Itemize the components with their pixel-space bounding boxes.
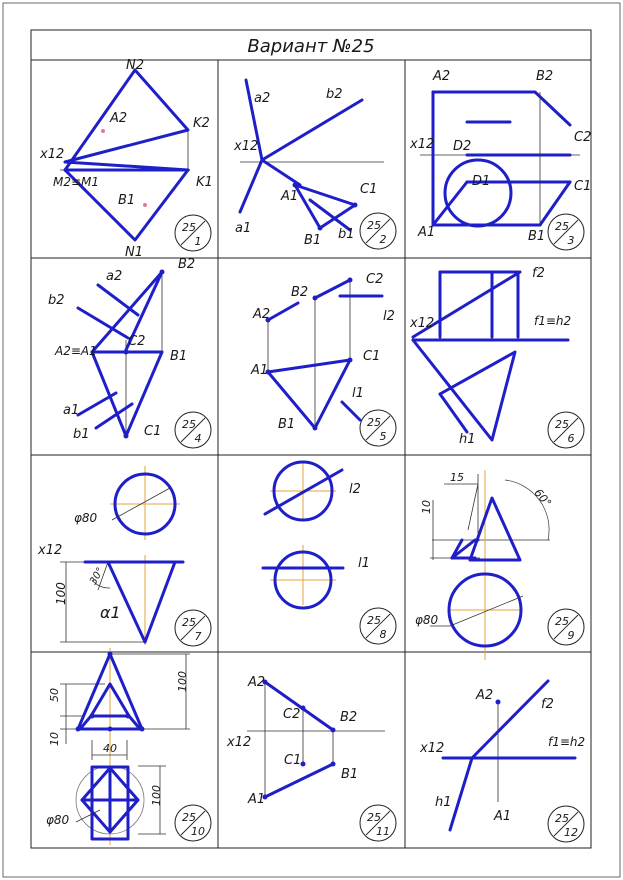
svg-text:C2: C2 <box>366 272 384 287</box>
svg-text:B1: B1 <box>118 193 136 208</box>
badge-number: 12 <box>564 826 578 839</box>
svg-text:B2: B2 <box>536 69 554 84</box>
svg-text:B1: B1 <box>304 233 322 248</box>
svg-text:φ80: φ80 <box>415 613 439 627</box>
cell-8 <box>263 462 370 608</box>
svg-text:l1: l1 <box>358 556 370 571</box>
badge-number: 4 <box>194 432 202 445</box>
badge-8 <box>360 608 396 644</box>
svg-text:D1: D1 <box>472 174 491 189</box>
svg-text:α1: α1 <box>100 603 121 622</box>
svg-text:A1: A1 <box>251 363 269 378</box>
svg-text:K2: K2 <box>193 116 210 131</box>
svg-text:D2: D2 <box>453 139 472 154</box>
svg-text:l2: l2 <box>383 309 395 324</box>
badge-variant: 25 <box>367 614 381 627</box>
cell-7 <box>37 466 183 645</box>
svg-text:B1: B1 <box>528 229 546 244</box>
svg-text:A2: A2 <box>433 69 451 84</box>
svg-text:C2: C2 <box>574 130 592 145</box>
svg-text:B2: B2 <box>340 710 358 725</box>
cell-2 <box>233 80 384 248</box>
svg-text:b2: b2 <box>326 87 343 102</box>
badge-number: 8 <box>379 628 387 641</box>
svg-text:C1: C1 <box>144 424 162 439</box>
svg-text:A2≡A1: A2≡A1 <box>55 344 97 358</box>
svg-text:B2: B2 <box>291 285 309 300</box>
svg-text:A2: A2 <box>110 111 128 126</box>
svg-text:C1: C1 <box>284 753 302 768</box>
svg-text:C2: C2 <box>128 334 146 349</box>
svg-text:b2: b2 <box>48 293 65 308</box>
badge-number: 2 <box>379 233 387 246</box>
svg-text:30°: 30° <box>88 565 107 587</box>
svg-text:A1: A1 <box>248 792 266 807</box>
badge-3 <box>548 214 584 250</box>
svg-text:15: 15 <box>450 471 464 484</box>
svg-text:f1≡h2: f1≡h2 <box>534 314 572 328</box>
svg-text:N2: N2 <box>126 58 144 73</box>
svg-text:φ80: φ80 <box>74 511 98 525</box>
badge-10 <box>175 805 211 841</box>
badge-6 <box>548 412 584 448</box>
svg-text:10: 10 <box>48 732 61 746</box>
badge-variant: 25 <box>182 221 196 234</box>
badge-9 <box>548 609 584 645</box>
svg-text:C1: C1 <box>363 349 381 364</box>
svg-text:50: 50 <box>48 688 61 702</box>
badge-variant: 25 <box>555 615 569 628</box>
svg-text:K1: K1 <box>196 175 213 190</box>
cell-11 <box>226 675 385 807</box>
cell-4 <box>48 257 195 442</box>
svg-text:φ80: φ80 <box>46 813 70 827</box>
badge-variant: 25 <box>367 811 381 824</box>
svg-text:B2: B2 <box>178 257 196 272</box>
badge-number: 5 <box>379 430 387 443</box>
svg-text:h1: h1 <box>435 795 452 810</box>
svg-text:A2: A2 <box>248 675 266 690</box>
svg-text:C1: C1 <box>574 179 592 194</box>
svg-text:40: 40 <box>103 742 117 755</box>
badge-2 <box>360 213 396 249</box>
svg-text:b1: b1 <box>73 427 90 442</box>
svg-text:h1: h1 <box>459 432 476 447</box>
badge-number: 6 <box>567 432 575 445</box>
svg-text:a2: a2 <box>254 91 271 106</box>
badge-variant: 25 <box>182 418 196 431</box>
svg-text:x12: x12 <box>410 137 435 152</box>
svg-text:a1: a1 <box>235 221 252 236</box>
svg-text:x12: x12 <box>38 543 63 558</box>
badge-12 <box>548 806 584 842</box>
badge-4 <box>175 412 211 448</box>
svg-text:60°: 60° <box>531 486 554 510</box>
badge-number: 1 <box>194 235 202 248</box>
svg-text:x12: x12 <box>420 741 445 756</box>
badge-variant: 25 <box>367 219 381 232</box>
badge-11 <box>360 805 396 841</box>
svg-text:100: 100 <box>150 785 163 806</box>
sheet-title: Вариант №25 <box>247 36 375 57</box>
svg-text:A1: A1 <box>281 189 299 204</box>
outer-frame <box>3 3 620 877</box>
badge-variant: 25 <box>555 812 569 825</box>
svg-text:C1: C1 <box>360 182 378 197</box>
svg-text:l2: l2 <box>349 482 361 497</box>
svg-text:N1: N1 <box>125 245 143 260</box>
badge-1 <box>175 215 211 251</box>
svg-text:B1: B1 <box>341 767 359 782</box>
svg-text:M2≡M1: M2≡M1 <box>53 175 100 189</box>
cell-9 <box>415 470 554 660</box>
badge-number: 11 <box>376 825 390 838</box>
badge-variant: 25 <box>182 616 196 629</box>
svg-text:C2: C2 <box>283 707 301 722</box>
badge-variant: 25 <box>182 811 196 824</box>
badge-variant: 25 <box>555 418 569 431</box>
svg-text:f2: f2 <box>532 266 545 281</box>
svg-text:x12: x12 <box>227 735 252 750</box>
svg-text:100: 100 <box>176 671 189 692</box>
badge-7 <box>175 610 211 646</box>
svg-text:A2: A2 <box>253 307 271 322</box>
cell-6 <box>409 266 571 447</box>
svg-text:A1: A1 <box>494 809 512 824</box>
svg-text:B1: B1 <box>278 417 296 432</box>
badge-variant: 25 <box>555 220 569 233</box>
svg-text:A2: A2 <box>476 688 494 703</box>
svg-text:f2: f2 <box>541 697 554 712</box>
badge-number: 9 <box>567 629 575 642</box>
badge-number: 3 <box>567 234 575 247</box>
svg-text:a2: a2 <box>106 269 123 284</box>
svg-text:10: 10 <box>420 500 433 514</box>
cell-10 <box>46 648 190 845</box>
badge-number: 7 <box>194 630 202 643</box>
svg-text:l1: l1 <box>352 386 364 401</box>
badge-variant: 25 <box>367 416 381 429</box>
svg-text:A1: A1 <box>418 225 436 240</box>
svg-text:x12: x12 <box>40 147 65 162</box>
cell-5 <box>250 272 395 432</box>
svg-text:b1: b1 <box>338 227 355 242</box>
svg-text:x12: x12 <box>234 139 259 154</box>
svg-text:f1≡h2: f1≡h2 <box>548 735 586 749</box>
svg-text:100: 100 <box>54 582 68 605</box>
inner-frame <box>31 30 591 848</box>
svg-text:x12: x12 <box>410 316 435 331</box>
badge-5 <box>360 410 396 446</box>
svg-text:a1: a1 <box>63 403 80 418</box>
badge-number: 10 <box>191 825 205 838</box>
svg-text:B1: B1 <box>170 349 188 364</box>
